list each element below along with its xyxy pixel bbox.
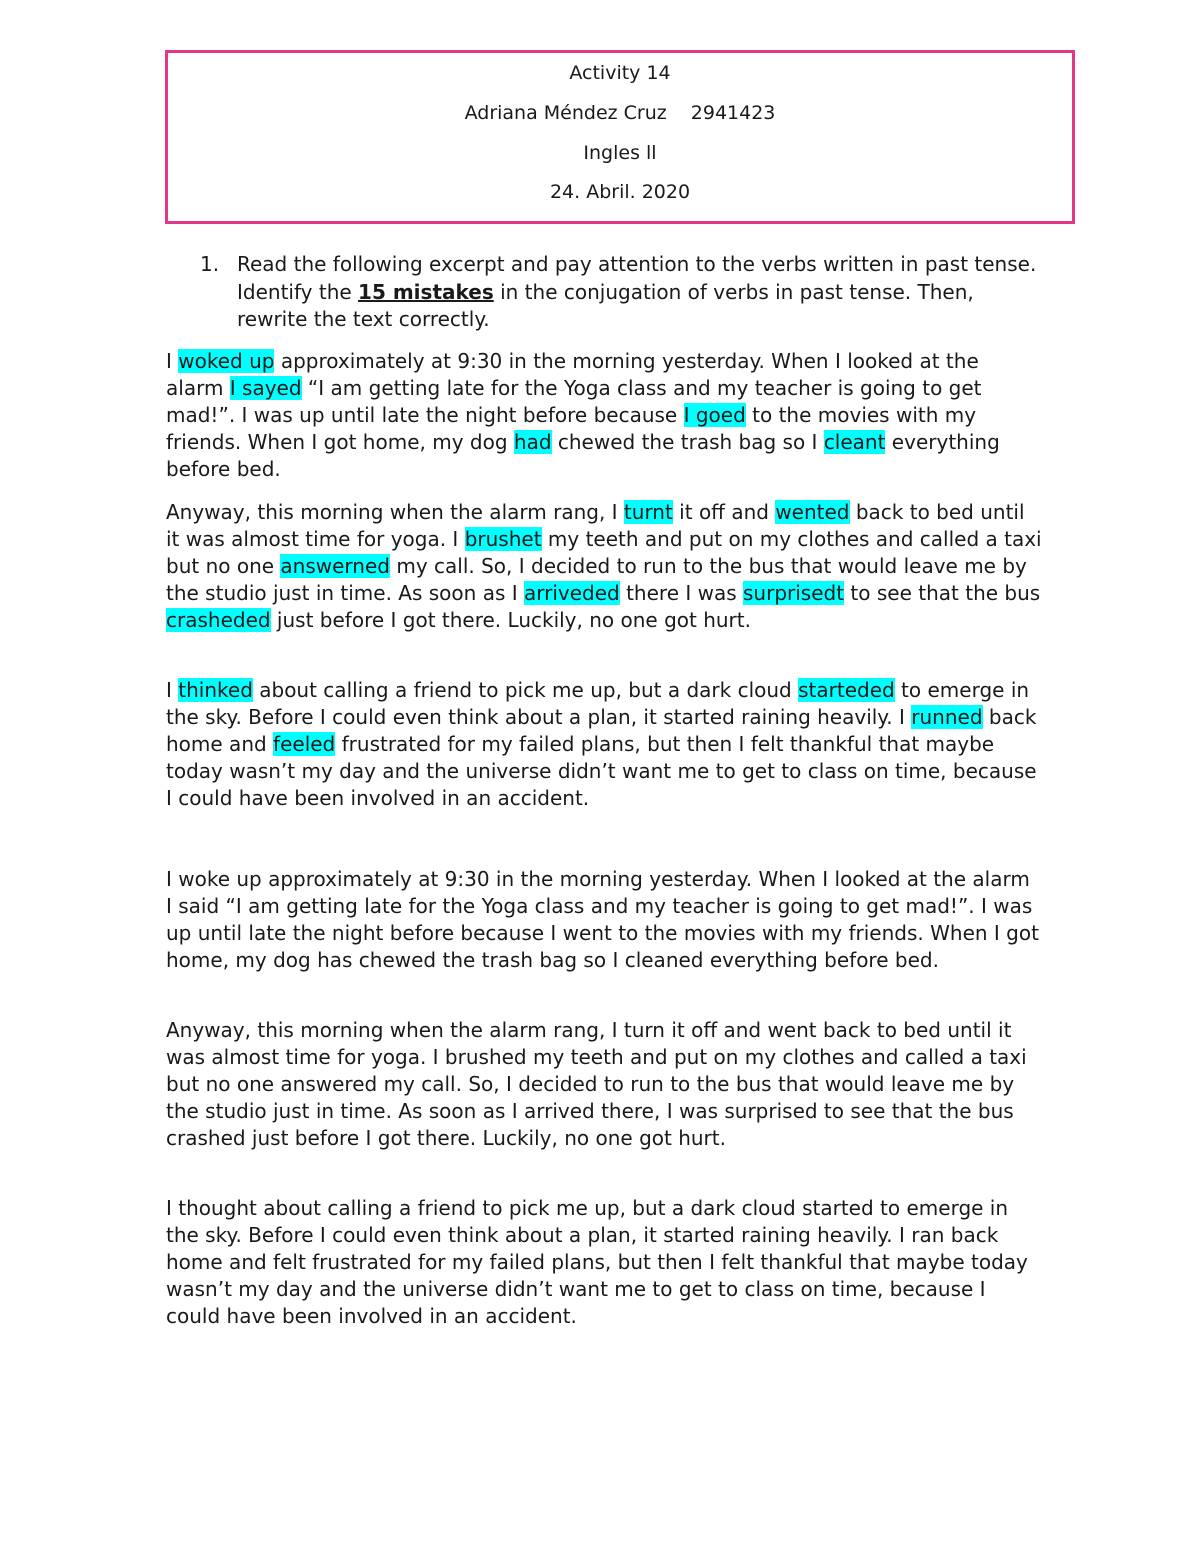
text-run: about calling a friend to pick me up, but a dark cloud bbox=[252, 678, 799, 702]
text-run: chewed the trash bag so I bbox=[551, 430, 824, 455]
text-run: “I am getting late for the Yoga class and my teacher is going to get mad!”. I was up until late the night before because bbox=[166, 376, 982, 428]
instruction-emphasis: 15 mistakes bbox=[358, 279, 494, 304]
highlighted-verb: had bbox=[513, 430, 552, 455]
highlighted-verb: wented bbox=[775, 500, 850, 524]
student-line bbox=[168, 101, 1072, 125]
text-run: my teeth and put on my clothes and called a taxi but no one bbox=[166, 527, 1042, 579]
text-run: just before I got there. Luckily, no one got hurt. bbox=[270, 608, 751, 633]
student-name: Adriana Méndez Cruz bbox=[464, 102, 667, 124]
highlighted-verb: starteded bbox=[798, 678, 895, 702]
excerpt-paragraph-3 bbox=[166, 677, 1042, 812]
text-run: Anyway, this morning when the alarm rang, I bbox=[166, 500, 624, 524]
excerpt-paragraph-1 bbox=[166, 348, 1042, 483]
highlighted-verb: crasheded bbox=[166, 608, 271, 633]
highlighted-verb: cleant bbox=[823, 430, 886, 455]
highlighted-verb: arriveded bbox=[523, 581, 620, 606]
highlighted-verb: I sayed bbox=[229, 376, 302, 401]
header-box bbox=[165, 50, 1075, 224]
text-run: my call. So, I decided to run to the bus that would leave me by the studio just in time. As soon as I bbox=[166, 554, 1027, 606]
highlighted-verb: I goed bbox=[683, 403, 746, 428]
excerpt-paragraph-2 bbox=[166, 499, 1042, 634]
text-run: approximately at 9:30 in the morning yesterday. When I looked at the alarm bbox=[166, 349, 979, 401]
text-run: back home and bbox=[166, 705, 1037, 757]
text-run: everything before bed. bbox=[166, 430, 1000, 482]
text-run: I bbox=[166, 678, 179, 702]
text-run: to the movies with my friends. When I got home, my dog bbox=[166, 403, 977, 455]
highlighted-verb: runned bbox=[911, 705, 983, 730]
highlighted-verb: answerned bbox=[280, 554, 390, 579]
instruction-text-end: in the conjugation of verbs in past tense. Then, rewrite the text correctly. bbox=[237, 279, 974, 331]
text-run: to emerge in the sky. Before I could even think about a plan, it started raining heavily. I bbox=[166, 678, 1030, 730]
highlighted-verb: feeled bbox=[273, 732, 336, 757]
course-name: Ingles ll bbox=[583, 142, 657, 164]
activity-title: Activity 14 bbox=[569, 62, 671, 84]
highlighted-verb: thinked bbox=[178, 678, 253, 702]
text-run: frustrated for my failed plans, but then I felt thankful that maybe today wasn’t my day and the universe didn’t want me to get to class on time, because I could have been involved in an accident. bbox=[166, 732, 1037, 811]
instruction-text-start: Read the following excerpt and pay attention to the verbs written in past tense. Identify the bbox=[237, 252, 1037, 304]
highlighted-verb: turnt bbox=[623, 500, 673, 524]
highlighted-verb: surprisedt bbox=[743, 581, 845, 606]
corrected-paragraph-1: I woke up approximately at 9:30 in the morning yesterday. When I looked at the alarm I said “I am getting late for the Yoga class and my teacher is going to get mad!”. I was up until late the night before because I went to the movies with my friends. When I got home, my dog has chewed the trash bag so I cleaned everything before bed. bbox=[166, 867, 1039, 973]
text-run: I bbox=[166, 349, 179, 373]
text-run: it off and bbox=[672, 500, 776, 524]
instruction-item bbox=[200, 251, 1040, 334]
student-id: 2941423 bbox=[690, 102, 776, 124]
list-number: 1. bbox=[200, 252, 220, 276]
highlighted-verb: woked up bbox=[178, 349, 275, 373]
text-run: back to bed until it was almost time for yoga. I bbox=[166, 500, 1025, 552]
corrected-paragraph-3: I thought about calling a friend to pick me up, but a dark cloud started to emerge in the sky. Before I could even think about a plan, it started raining heavily. I ran back home and felt frustrated for my failed plans, but then I felt thankful that maybe today wasn’t my day and the universe didn’t want me to get to class on time, because I could have been involved in an accident. bbox=[166, 1196, 1028, 1329]
text-run: there I was bbox=[619, 581, 744, 606]
corrected-paragraph-2: Anyway, this morning when the alarm rang, I turn it off and went back to bed until it was almost time for yoga. I brushed my teeth and put on my clothes and called a taxi but no one answered my call. So, I decided to run to the bus that would leave me by the studio just in time. As soon as I arrived there, I was surprised to see that the bus crashed just before I got there. Luckily, no one got hurt. bbox=[166, 1018, 1027, 1151]
text-run: to see that the bus bbox=[844, 581, 1041, 606]
date: 24. Abril. 2020 bbox=[549, 181, 691, 203]
highlighted-verb: brushet bbox=[464, 527, 542, 552]
